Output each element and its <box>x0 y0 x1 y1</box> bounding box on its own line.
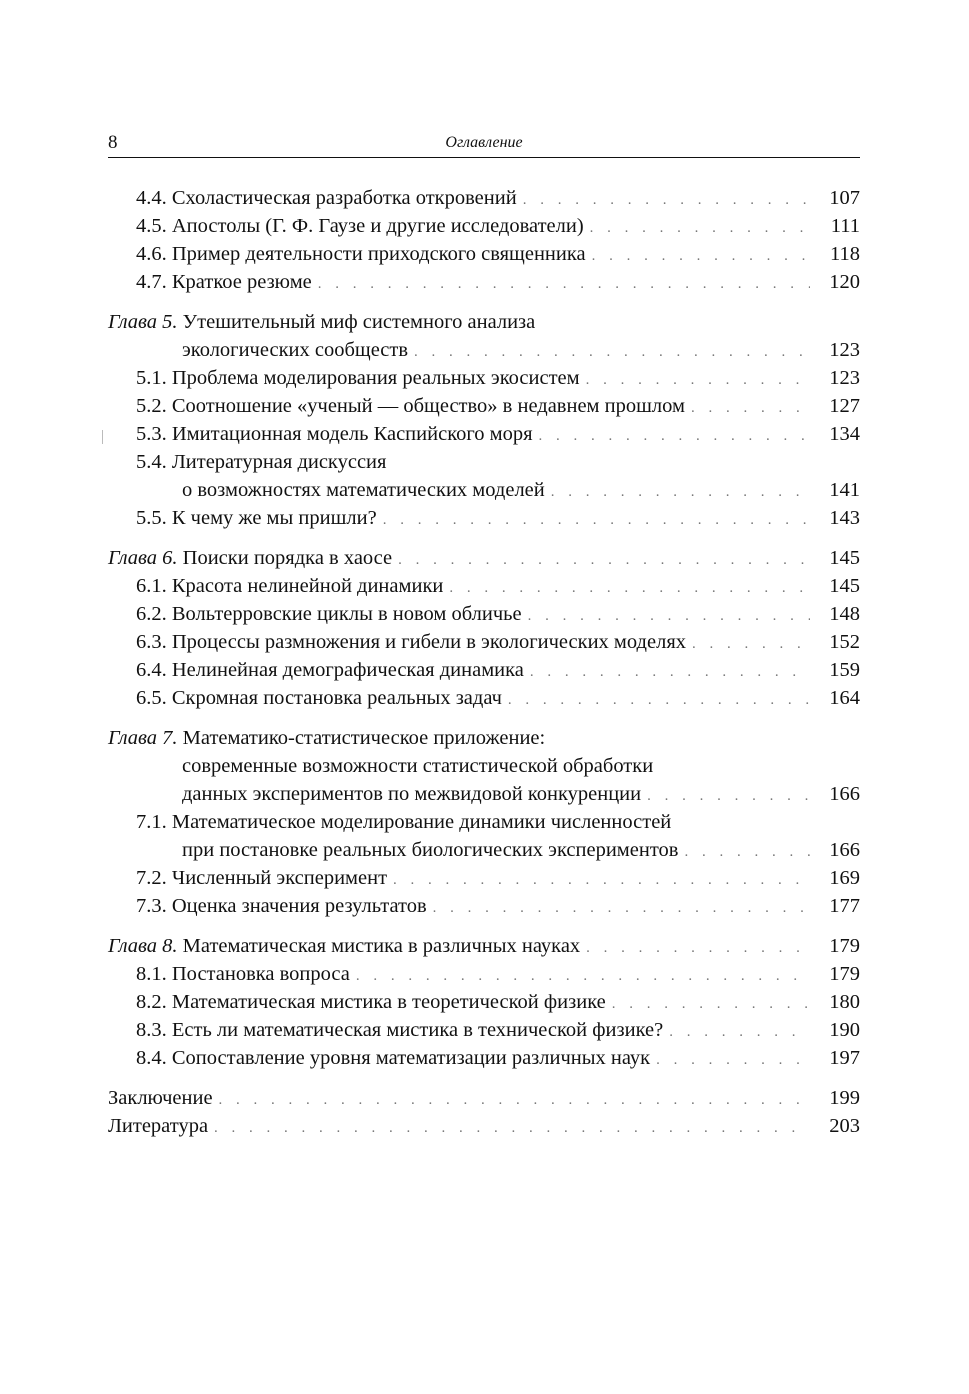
page-ref: 123 <box>829 367 860 389</box>
toc-entry-title <box>108 308 535 336</box>
toc-entry <box>108 448 860 476</box>
toc-entry-title <box>136 988 606 1016</box>
toc-entry-title <box>182 780 641 808</box>
page-ref: 166 <box>829 783 860 805</box>
entry-text: 7.2. Численный эксперимент <box>136 867 388 889</box>
toc-entry-title <box>108 1084 213 1112</box>
entry-text: 6.1. Красота нелинейной динамики <box>136 575 444 597</box>
dot-leader <box>356 962 810 990</box>
toc-entry <box>108 960 860 988</box>
toc-entry-title <box>136 572 443 600</box>
page-ref: 180 <box>829 991 860 1013</box>
page-ref: 107 <box>829 187 860 209</box>
dot-leader <box>612 990 810 1018</box>
entry-text: данных экспериментов по межвидовой конкуренции <box>182 783 642 805</box>
toc-entry-title <box>136 960 350 988</box>
page-ref: 177 <box>829 895 860 917</box>
toc-entry <box>108 656 860 684</box>
running-header <box>108 132 860 156</box>
entry-text: 5.5. К чему же мы пришли? <box>136 507 377 529</box>
page-ref: 123 <box>829 339 860 361</box>
toc-entry <box>108 724 860 752</box>
toc-entry-title <box>182 336 408 364</box>
toc-entry-title <box>108 724 545 752</box>
toc-entry <box>108 364 860 392</box>
page-ref: 148 <box>829 603 860 625</box>
entry-text: о возможностях математических моделей <box>182 479 545 501</box>
toc-entry <box>108 808 860 836</box>
entry-text: экологических сообществ <box>182 339 409 361</box>
toc-entry <box>108 600 860 628</box>
toc-entry-title <box>136 656 524 684</box>
dot-leader <box>523 186 810 214</box>
page-ref: 134 <box>829 423 860 445</box>
toc-entry-title <box>108 1112 208 1140</box>
running-title: Оглавление <box>445 134 523 151</box>
toc-entry <box>108 504 860 532</box>
toc-entry <box>108 476 860 504</box>
entry-text: 6.3. Процессы размножения и гибели в экологических моделях <box>136 631 686 653</box>
dot-leader <box>318 270 810 298</box>
dot-leader <box>414 338 810 366</box>
page-ref: 111 <box>830 215 860 237</box>
entry-text: 6.5. Скромная постановка реальных задач <box>136 687 502 709</box>
dot-leader <box>656 1046 810 1074</box>
page-ref: 203 <box>829 1115 860 1137</box>
toc-entry <box>108 572 860 600</box>
dot-leader <box>539 422 810 450</box>
toc-entry <box>108 780 860 808</box>
entry-text: 4.4. Схоластическая разработка откровений <box>136 187 517 209</box>
page-ref: 179 <box>829 963 860 985</box>
dot-leader <box>592 242 810 270</box>
toc-entry-title <box>136 212 584 240</box>
dot-leader <box>433 894 810 922</box>
toc-entry <box>108 1084 860 1112</box>
entry-text: Поиски порядка в хаосе <box>182 547 393 569</box>
page-ref: 166 <box>829 839 860 861</box>
entry-text: 8.3. Есть ли математическая мистика в технической физике? <box>136 1019 664 1041</box>
margin-mark <box>102 430 103 444</box>
dot-leader <box>586 366 810 394</box>
header-rule <box>108 157 860 158</box>
toc-entry-title <box>136 184 517 212</box>
dot-leader <box>383 506 810 534</box>
toc-entry-title <box>136 1016 663 1044</box>
page-ref: 145 <box>829 547 860 569</box>
toc-entry <box>108 684 860 712</box>
toc-entry <box>108 240 860 268</box>
page-ref: 190 <box>829 1019 860 1041</box>
dot-leader <box>393 866 810 894</box>
entry-text: 4.6. Пример деятельности приходского священника <box>136 243 586 265</box>
dot-leader <box>508 686 810 714</box>
dot-leader <box>528 602 810 630</box>
toc-entry <box>108 308 860 336</box>
toc-entry <box>108 392 860 420</box>
toc-entry <box>108 892 860 920</box>
dot-leader <box>586 934 810 962</box>
page-ref: 127 <box>829 395 860 417</box>
dot-leader <box>219 1086 810 1114</box>
toc-entry <box>108 1112 860 1140</box>
dot-leader <box>669 1018 810 1046</box>
entry-text: Математико-статистическое приложение: <box>182 727 546 749</box>
chapter-label: Глава 6. <box>108 547 178 569</box>
page-ref: 199 <box>829 1087 860 1109</box>
toc-entry <box>108 836 860 864</box>
toc-entry-title <box>136 892 427 920</box>
toc-entry <box>108 932 860 960</box>
toc-entry-title <box>136 240 586 268</box>
toc-entry-title <box>108 544 392 572</box>
toc-entry-title <box>182 836 678 864</box>
entry-text: Математическая мистика в различных науках <box>182 935 581 957</box>
toc-entry-title <box>136 448 386 476</box>
toc-entry-title <box>136 364 580 392</box>
dot-leader <box>590 214 810 242</box>
toc-entry-title <box>136 808 671 836</box>
toc-entry <box>108 268 860 296</box>
page-ref: 120 <box>829 271 860 293</box>
page-ref: 141 <box>829 479 860 501</box>
toc-entry-title <box>136 600 522 628</box>
dot-leader <box>647 782 810 810</box>
page-ref: 169 <box>829 867 860 889</box>
toc-entry-title <box>182 476 545 504</box>
toc-entry-title <box>136 420 533 448</box>
toc-entry-title <box>136 504 377 532</box>
dot-leader <box>449 574 810 602</box>
page-ref: 152 <box>829 631 860 653</box>
page-ref: 118 <box>830 243 860 265</box>
entry-text: 4.7. Краткое резюме <box>136 271 312 293</box>
toc-entry <box>108 628 860 656</box>
entry-text: при постановке реальных биологических экспериментов <box>182 839 679 861</box>
entry-text: 4.5. Апостолы (Г. Ф. Гаузе и другие исследователи) <box>136 215 584 237</box>
toc-entry <box>108 1044 860 1072</box>
toc-entry-title <box>136 392 685 420</box>
toc-entry-title <box>182 752 653 780</box>
toc-entry <box>108 420 860 448</box>
page-ref: 197 <box>829 1047 860 1069</box>
dot-leader <box>691 394 810 422</box>
entry-text: Литература <box>108 1115 209 1137</box>
toc-entry-title <box>136 864 387 892</box>
chapter-label: Глава 8. <box>108 935 178 957</box>
entry-text: 7.1. Математическое моделирование динамики численностей <box>136 811 672 833</box>
entry-text: современные возможности статистической обработки <box>182 755 654 777</box>
entry-text: 7.3. Оценка значения результатов <box>136 895 427 917</box>
entry-text: Заключение <box>108 1087 213 1109</box>
chapter-label: Глава 7. <box>108 727 178 749</box>
toc-entry <box>108 544 860 572</box>
toc-entry-title <box>136 684 502 712</box>
toc-entry <box>108 184 860 212</box>
entry-text: 5.2. Соотношение «ученый — общество» в недавнем прошлом <box>136 395 685 417</box>
toc-entry <box>108 212 860 240</box>
entry-text: 8.4. Сопоставление уровня математизации различных наук <box>136 1047 651 1069</box>
toc-entry <box>108 988 860 1016</box>
toc-entry <box>108 864 860 892</box>
page-ref: 145 <box>829 575 860 597</box>
page-ref: 164 <box>829 687 860 709</box>
entry-text: Утешительный миф системного анализа <box>182 311 536 333</box>
dot-leader <box>551 478 810 506</box>
dot-leader <box>398 546 810 574</box>
entry-text: 8.2. Математическая мистика в теоретической физике <box>136 991 606 1013</box>
table-of-contents <box>108 184 860 1140</box>
toc-entry <box>108 1016 860 1044</box>
toc-entry-title <box>136 1044 650 1072</box>
page-ref: 159 <box>829 659 860 681</box>
entry-text: 6.4. Нелинейная демографическая динамика <box>136 659 524 681</box>
toc-entry <box>108 752 860 780</box>
entry-text: 5.4. Литературная дискуссия <box>136 451 387 473</box>
entry-text: 5.1. Проблема моделирования реальных экосистем <box>136 367 580 389</box>
entry-text: 5.3. Имитационная модель Каспийского моря <box>136 423 533 445</box>
page-ref: 179 <box>829 935 860 957</box>
page-number: 8 <box>108 132 118 153</box>
toc-entry <box>108 336 860 364</box>
dot-leader <box>530 658 810 686</box>
dot-leader <box>214 1114 810 1142</box>
dot-leader <box>692 630 810 658</box>
entry-text: 6.2. Вольтерровские циклы в новом обличье <box>136 603 522 625</box>
toc-entry-title <box>136 268 312 296</box>
dot-leader <box>684 838 810 866</box>
page-ref: 143 <box>829 507 860 529</box>
entry-text: 8.1. Постановка вопроса <box>136 963 350 985</box>
toc-entry-title <box>108 932 580 960</box>
toc-entry-title <box>136 628 686 656</box>
chapter-label: Глава 5. <box>108 311 178 333</box>
